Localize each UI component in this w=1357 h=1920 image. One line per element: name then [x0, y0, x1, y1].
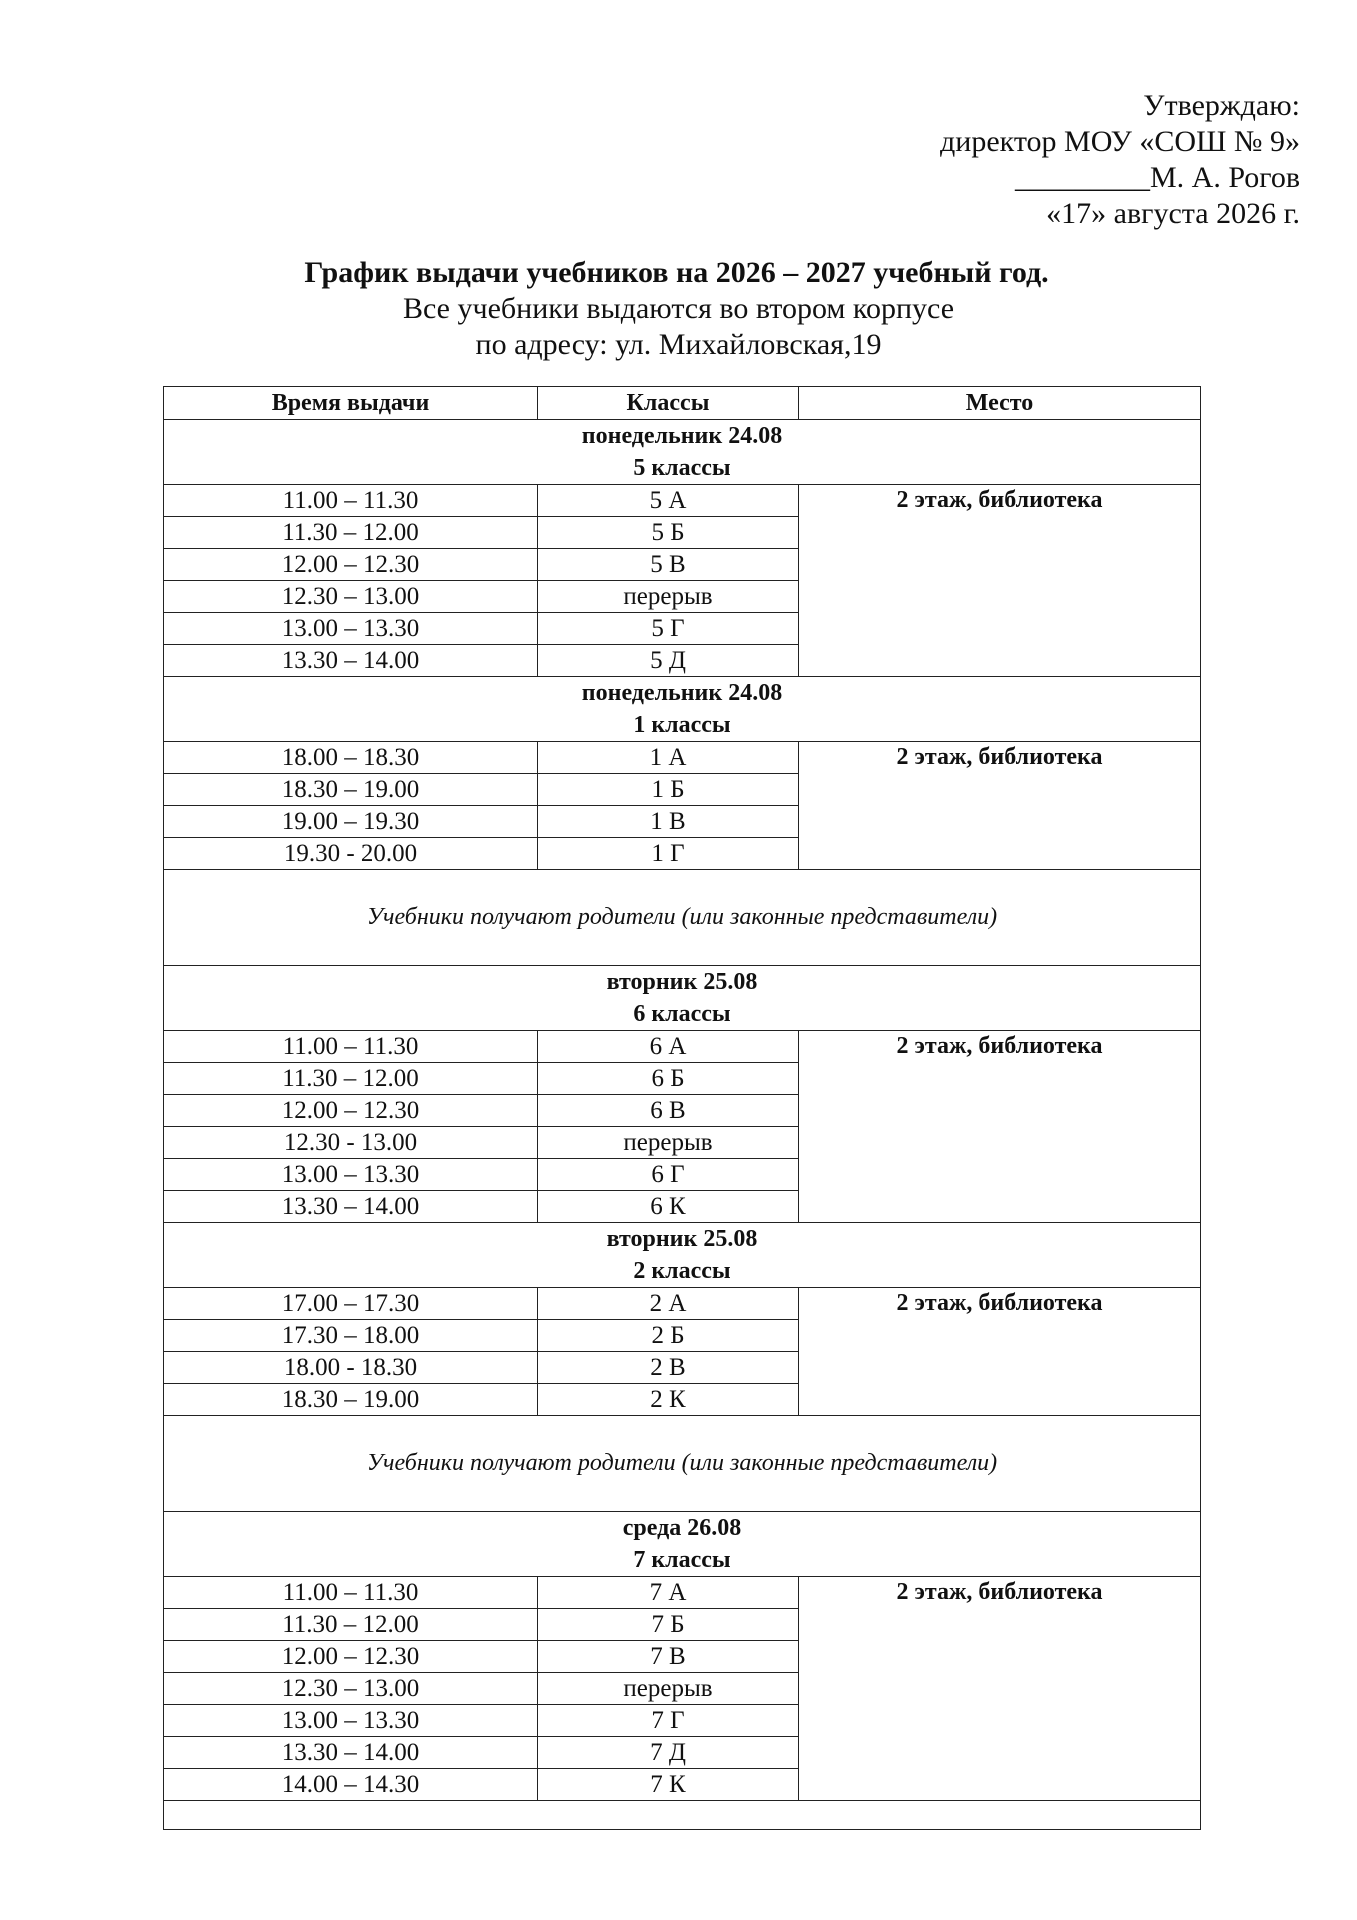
- day-label: вторник 25.08: [606, 1226, 758, 1252]
- time-cell: 17.00 – 17.30: [164, 1288, 538, 1320]
- class-cell: 6 Г: [538, 1159, 799, 1191]
- time-cell: 19.00 – 19.30: [164, 806, 538, 838]
- table-row: [164, 742, 1201, 774]
- class-cell: перерыв: [538, 1127, 799, 1159]
- class-cell: 7 Г: [538, 1705, 799, 1737]
- time-cell: 13.30 – 14.00: [164, 1191, 538, 1223]
- time-cell: 19.30 - 20.00: [164, 838, 538, 870]
- class-cell: 7 К: [538, 1769, 799, 1801]
- class-cell: 2 Б: [538, 1320, 799, 1352]
- day-header-cell: [164, 420, 1201, 485]
- approval-date: «17» августа 2026 г.: [1046, 197, 1300, 230]
- time-cell: 13.30 – 14.00: [164, 1737, 538, 1769]
- time-cell: 14.00 – 14.30: [164, 1769, 538, 1801]
- class-cell: перерыв: [538, 1673, 799, 1705]
- day-header-cell: [164, 1512, 1201, 1577]
- place-cell: 2 этаж, библиотека: [799, 485, 1201, 677]
- day-header-cell: [164, 677, 1201, 742]
- class-cell: 7 В: [538, 1641, 799, 1673]
- place-cell: 2 этаж, библиотека: [799, 742, 1201, 870]
- class-cell: 5 Г: [538, 613, 799, 645]
- day-header-row: [164, 966, 1201, 1031]
- day-header-row: [164, 1223, 1201, 1288]
- time-cell: 11.00 – 11.30: [164, 485, 538, 517]
- time-cell: 18.30 – 19.00: [164, 1384, 538, 1416]
- class-cell: 5 А: [538, 485, 799, 517]
- place-cell: 2 этаж, библиотека: [799, 1577, 1201, 1801]
- class-cell: 1 Б: [538, 774, 799, 806]
- time-cell: 11.00 – 11.30: [164, 1577, 538, 1609]
- time-cell: 18.00 - 18.30: [164, 1352, 538, 1384]
- header-place: Место: [799, 387, 1201, 420]
- group-label: 5 классы: [633, 455, 731, 481]
- place-cell: 2 этаж, библиотека: [799, 1031, 1201, 1223]
- schedule-table: [163, 386, 1201, 1830]
- day-label: понедельник 24.08: [581, 423, 783, 449]
- class-cell: 2 К: [538, 1384, 799, 1416]
- class-cell: 7 А: [538, 1577, 799, 1609]
- class-cell: 2 А: [538, 1288, 799, 1320]
- time-cell: 18.30 – 19.00: [164, 774, 538, 806]
- time-cell: 12.00 – 12.30: [164, 1095, 538, 1127]
- class-cell: 6 Б: [538, 1063, 799, 1095]
- document-heading: [0, 255, 1357, 363]
- class-cell: 6 В: [538, 1095, 799, 1127]
- place-cell: 2 этаж, библиотека: [799, 1288, 1201, 1416]
- approval-signature-line: _________М. А. Рогов: [1015, 161, 1300, 194]
- day-label: понедельник 24.08: [581, 680, 783, 706]
- time-cell: 13.00 – 13.30: [164, 1705, 538, 1737]
- time-cell: 17.30 – 18.00: [164, 1320, 538, 1352]
- time-cell: 12.30 - 13.00: [164, 1127, 538, 1159]
- time-cell: 11.30 – 12.00: [164, 517, 538, 549]
- time-cell: 12.30 – 13.00: [164, 1673, 538, 1705]
- class-cell: 6 К: [538, 1191, 799, 1223]
- header-time: Время выдачи: [164, 387, 538, 420]
- group-label: 7 классы: [633, 1547, 731, 1573]
- time-cell: 13.00 – 13.30: [164, 613, 538, 645]
- class-cell: 1 Г: [538, 838, 799, 870]
- day-header-cell: [164, 966, 1201, 1031]
- time-cell: 18.00 – 18.30: [164, 742, 538, 774]
- document-subtitle-address: по адресу: ул. Михайловская,19: [475, 328, 882, 361]
- parents-note: Учебники получают родители (или законные представители): [164, 870, 1201, 966]
- class-cell: 1 А: [538, 742, 799, 774]
- class-cell: 5 Д: [538, 645, 799, 677]
- table-row: [164, 1031, 1201, 1063]
- time-cell: 11.30 – 12.00: [164, 1063, 538, 1095]
- table-row: [164, 485, 1201, 517]
- group-label: 1 классы: [633, 712, 731, 738]
- class-cell: 7 Д: [538, 1737, 799, 1769]
- time-cell: 11.30 – 12.00: [164, 1609, 538, 1641]
- class-cell: 5 Б: [538, 517, 799, 549]
- table-row: [164, 1577, 1201, 1609]
- time-cell: 12.00 – 12.30: [164, 549, 538, 581]
- class-cell: 2 В: [538, 1352, 799, 1384]
- day-header-row: [164, 420, 1201, 485]
- approval-block: [940, 88, 1300, 232]
- class-cell: перерыв: [538, 581, 799, 613]
- time-cell: 13.00 – 13.30: [164, 1159, 538, 1191]
- document-subtitle-location: Все учебники выдаются во втором корпусе: [402, 292, 955, 325]
- class-cell: 6 А: [538, 1031, 799, 1063]
- note-row: [164, 870, 1201, 966]
- parents-note: Учебники получают родители (или законные представители): [164, 1416, 1201, 1512]
- time-cell: 12.00 – 12.30: [164, 1641, 538, 1673]
- table-header-row: [164, 387, 1201, 420]
- header-classes: Классы: [538, 387, 799, 420]
- document-title: График выдачи учебников на 2026 – 2027 учебный год.: [304, 256, 1049, 289]
- group-label: 6 классы: [633, 1001, 731, 1027]
- time-cell: 11.00 – 11.30: [164, 1031, 538, 1063]
- group-label: 2 классы: [633, 1258, 731, 1284]
- schedule-body: [164, 420, 1201, 1830]
- day-header-row: [164, 677, 1201, 742]
- approval-title: Утверждаю:: [1143, 89, 1300, 122]
- time-cell: 13.30 – 14.00: [164, 645, 538, 677]
- approval-position: директор МОУ «СОШ № 9»: [940, 125, 1300, 158]
- empty-cell: [164, 1801, 1201, 1830]
- table-row: [164, 1288, 1201, 1320]
- class-cell: 7 Б: [538, 1609, 799, 1641]
- note-row: [164, 1416, 1201, 1512]
- empty-row: [164, 1801, 1201, 1830]
- day-label: вторник 25.08: [606, 969, 758, 995]
- day-label: среда 26.08: [622, 1515, 742, 1541]
- day-header-cell: [164, 1223, 1201, 1288]
- time-cell: 12.30 – 13.00: [164, 581, 538, 613]
- day-header-row: [164, 1512, 1201, 1577]
- class-cell: 5 В: [538, 549, 799, 581]
- class-cell: 1 В: [538, 806, 799, 838]
